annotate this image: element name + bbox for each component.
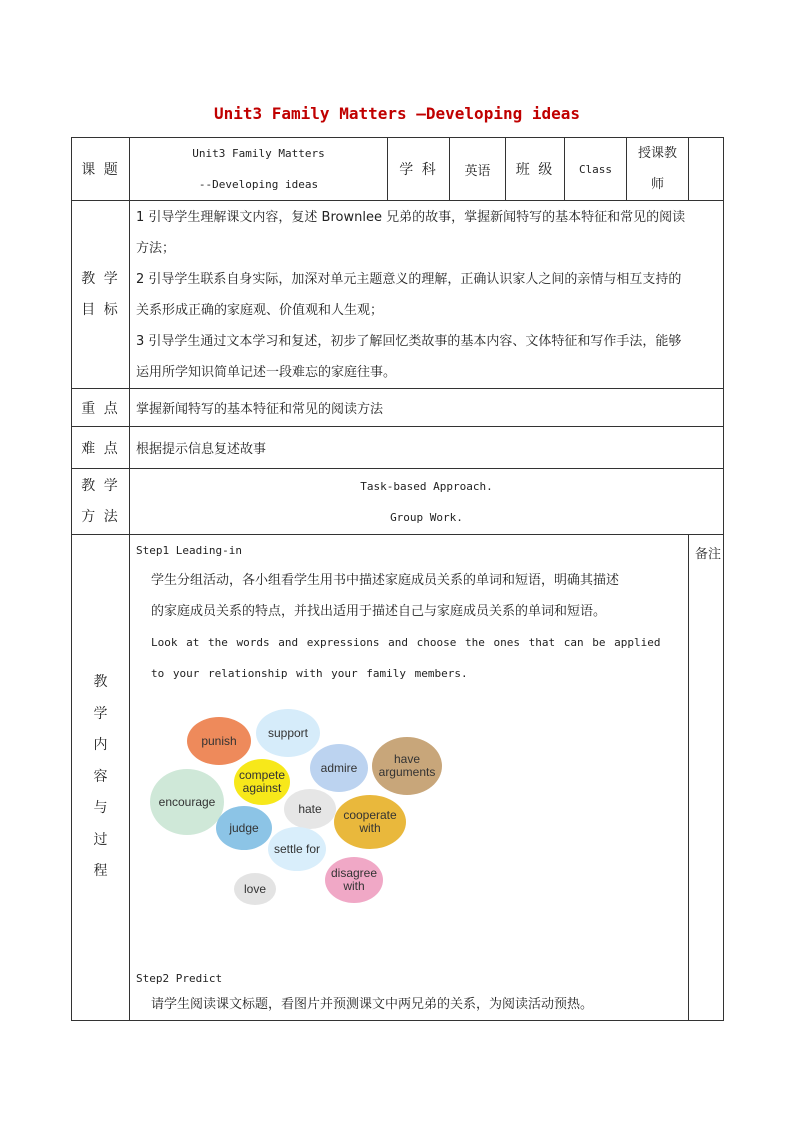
process-label-char: 程 (93, 863, 108, 880)
bubble-label: cooperate with (343, 808, 397, 835)
bubble-label: hate (298, 801, 322, 816)
class-value: Class (565, 138, 627, 201)
method-label-line-2: 方 法 (81, 508, 120, 525)
goals-label-line-1: 教 学 (81, 270, 120, 287)
bubble-label: have arguments (378, 752, 436, 779)
goal-line: 3 引导学生通过文本学习和复述，初步了解回忆类故事的基本内容、文体特征和写作手法，能够 (136, 333, 682, 349)
method-value (130, 469, 724, 535)
teacher-label-line-1: 授课教 (637, 146, 677, 161)
goals-label-line-2: 目 标 (81, 301, 120, 318)
process-label (72, 535, 130, 1021)
step1-zh-line-1: 学生分组活动，各小组看学生用书中描述家庭成员关系的单词和短语，明确其描述 (151, 573, 620, 588)
bubble-compete-against (234, 759, 290, 805)
bubble-disagree-with (325, 857, 383, 903)
goals-content (130, 201, 724, 389)
subject-label: 学 科 (388, 138, 450, 201)
method-label (72, 469, 130, 535)
bubble-cooperate-with (334, 795, 406, 849)
goal-line: 方法； (136, 240, 176, 256)
bubble-have-arguments (372, 737, 442, 795)
process-label-char: 容 (93, 768, 108, 785)
bubble-label: punish (201, 733, 237, 748)
bubble-label: admire (320, 760, 358, 775)
bubble-label: settle for (273, 841, 321, 856)
bubble-judge (216, 806, 272, 850)
bubble-label: judge (229, 820, 259, 835)
bubble-encourage (150, 769, 224, 835)
process-label-char: 学 (93, 705, 108, 722)
step2-title: Step2 Predict (136, 972, 223, 985)
key-point-value: 掌握新闻特写的基本特征和常见的阅读方法 (130, 389, 724, 427)
goal-line: 2 引导学生联系自身实际，加深对单元主题意义的理解，正确认识家人之间的亲情与相互支持的 (136, 271, 682, 287)
subject-value: 英语 (450, 138, 506, 201)
process-label-char: 过 (93, 831, 108, 848)
bubble-label: compete against (238, 768, 286, 795)
bubble-love (234, 873, 276, 905)
step1-title: Step1 Leading-in (136, 544, 242, 557)
bubble-admire (310, 744, 368, 792)
process-label-char: 教 (93, 674, 108, 691)
bubble-label: disagree with (330, 866, 378, 893)
key-point-label: 重 点 (72, 389, 130, 427)
class-label: 班 级 (506, 138, 565, 201)
step2-zh: 请学生阅读课文标题，看图片并预测课文中两兄弟的关系，为阅读活动预热。 (151, 997, 594, 1012)
teacher-label (627, 138, 689, 201)
lesson-plan-table (71, 137, 724, 1021)
word-bubble-cluster (150, 709, 450, 919)
bubble-settle-for (268, 827, 326, 871)
goal-line: 运用所学知识简单记述一段难忘的家庭往事。 (136, 364, 397, 380)
process-content (130, 535, 689, 1021)
difficulty-label: 难 点 (72, 427, 130, 469)
step1-zh-line-2: 的家庭成员关系的特点，并找出适用于描述自己与家庭成员关系的单词和短语。 (151, 604, 607, 619)
topic-label: 课 题 (72, 138, 130, 201)
bubble-label: encourage (158, 794, 216, 809)
goal-line: 1 引导学生理解课文内容，复述 Brownlee 兄弟的故事，掌握新闻特写的基本特征和常见的阅读 (136, 209, 686, 225)
step1-en-line-1: Look at the words and expressions and choose the ones that can be applied (151, 636, 661, 649)
document-title: Unit3 Family Matters —Developing ideas (213, 104, 581, 123)
step1-en-line-2: to your relationship with your family members. (151, 667, 468, 680)
method-label-line-1: 教 学 (81, 477, 120, 494)
topic-line-2: --Developing ideas (198, 178, 319, 191)
notes-column (689, 535, 724, 1021)
bubble-hate (284, 789, 336, 829)
notes-label: 备注 (695, 547, 722, 562)
difficulty-value: 根据提示信息复述故事 (130, 427, 724, 469)
goals-label (72, 201, 130, 389)
bubble-punish (187, 717, 251, 765)
process-label-char: 内 (93, 737, 108, 754)
teacher-value (689, 138, 724, 201)
method-line-1: Task-based Approach. (360, 479, 493, 493)
bubble-label: love (243, 881, 266, 896)
bubble-support (256, 709, 320, 757)
goal-line: 关系形成正确的家庭观、价值观和人生观； (136, 302, 384, 318)
teacher-label-line-2: 师 (650, 177, 664, 192)
process-label-char: 与 (93, 800, 108, 817)
method-line-2: Group Work. (390, 510, 463, 524)
bubble-label: support (267, 725, 309, 740)
topic-value (130, 138, 388, 201)
topic-line-1: Unit3 Family Matters (192, 147, 325, 160)
